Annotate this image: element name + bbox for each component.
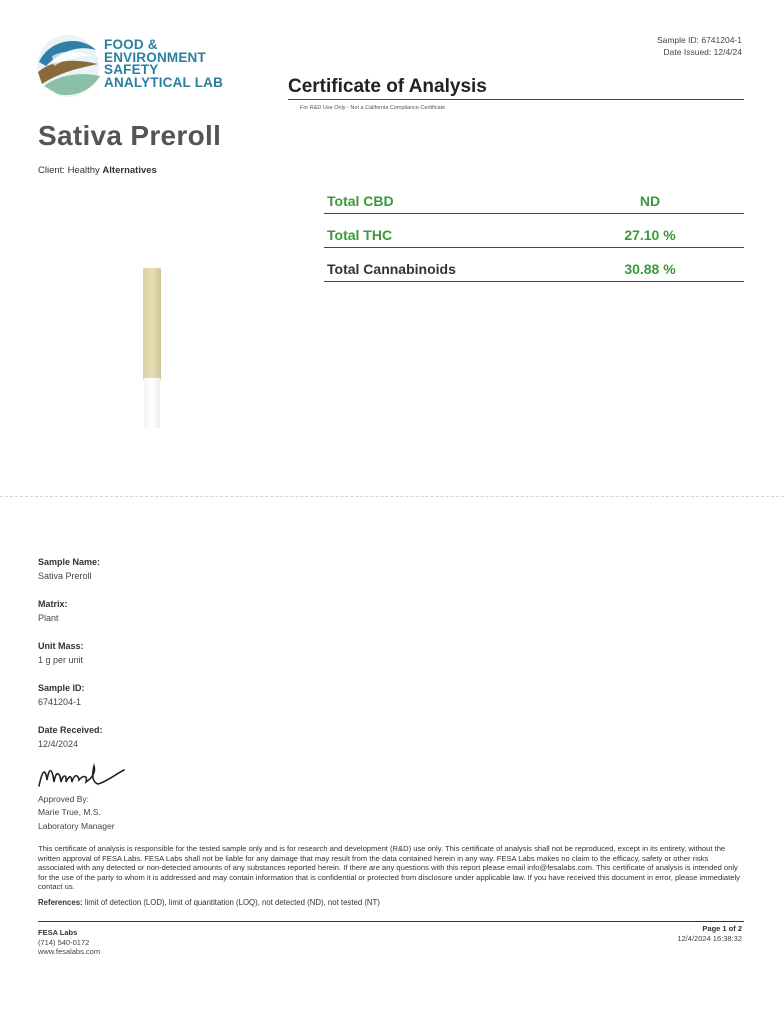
product-photo-filter [144, 378, 160, 428]
lab-name [104, 39, 223, 89]
page-number: Page 1 of 2 [702, 924, 742, 933]
sample-id-value: 6741204-1 [38, 697, 82, 707]
footer-website: www.fesalabs.com [38, 947, 101, 956]
summary-value: 30.88 % [624, 261, 676, 277]
document-meta [657, 34, 742, 58]
summary-label: Total THC [327, 227, 393, 243]
footer-company: FESA Labs [38, 928, 78, 937]
summary-row-cbd [324, 180, 744, 214]
summary-value: ND [639, 193, 661, 209]
footer-page-info [677, 924, 742, 944]
footer-timestamp: 12/4/2024 16:38:32 [677, 934, 742, 943]
date-issued-meta: Date Issued: 12/4/24 [663, 47, 742, 57]
footer-contact [38, 928, 100, 957]
footer-divider [38, 921, 744, 922]
summary-value: 27.10 % [624, 227, 676, 243]
sample-id-label: Sample ID: [38, 683, 85, 693]
disclaimer-text: This certificate of analysis is responsible for the tested sample only and is for research and development (R&D) use only. This certificate of analysis shall not be reproduced, except in its entirety, without the written approval of FESA Labs. FESA Labs shall not be liable for any damage that may result from the data contained herein in any way. FESA Labs makes no claim to the efficacy, safety or other risks associated with any detected or non-detected amounts of any substances reported herein. If there are any questions with this report please email info@fesalabs.com. This certificate of analysis is intended only for the use of the party to whom it is addressed and may contain information that is confidential or protected from disclosure under applicable law. If you have received this document in error, please immediately contact us. [38, 844, 740, 892]
approved-by-label: Approved By: [38, 794, 90, 804]
summary-label: Total Cannabinoids [327, 261, 456, 277]
references-label: References: [38, 898, 83, 907]
client-name: Alternatives [102, 165, 157, 176]
certificate-title: Certificate of Analysis [288, 76, 487, 97]
lab-logo-icon [34, 32, 106, 100]
product-name: Sativa Preroll [38, 120, 222, 151]
page-fold [0, 496, 784, 497]
title-divider [288, 99, 744, 100]
date-received-label: Date Received: [38, 725, 103, 735]
client-label: Client: Healthy [38, 165, 100, 176]
references-text: limit of detection (LOD), limit of quantitation (LOQ), not detected (ND), not tested (NT) [84, 898, 380, 907]
sample-id-meta: Sample ID: 6741204-1 [656, 35, 742, 45]
lab-name-line: ANALYTICAL LAB [104, 74, 224, 90]
unit-mass-label: Unit Mass: [38, 641, 84, 651]
approver-name: Marie True, M.S. [38, 807, 101, 817]
footer-phone: (714) 540-0172 [38, 937, 90, 947]
summary-label: Total CBD [327, 193, 394, 209]
client-line [38, 165, 157, 176]
lab-name-line: FOOD & [104, 37, 158, 52]
product-photo [143, 268, 161, 380]
certificate-subtitle: For R&D Use Only - Not a California Compliance Certificate [300, 105, 446, 111]
unit-mass-value: 1 g per unit [38, 655, 84, 665]
sample-name-value: Sativa Preroll [38, 571, 92, 581]
summary-row-thc [324, 214, 744, 248]
matrix-value: Plant [38, 613, 59, 623]
summary-row-cannabinoids [324, 248, 744, 282]
sample-name-label: Sample Name: [38, 557, 101, 567]
date-received-value: 12/4/2024 [38, 739, 79, 749]
approver-title: Laboratory Manager [38, 821, 115, 831]
matrix-label: Matrix: [38, 599, 68, 609]
references-line [38, 898, 380, 907]
lab-name-line: ENVIRONMENT [104, 49, 206, 65]
signature-image [36, 760, 128, 794]
lab-name-line: SAFETY [104, 62, 159, 77]
